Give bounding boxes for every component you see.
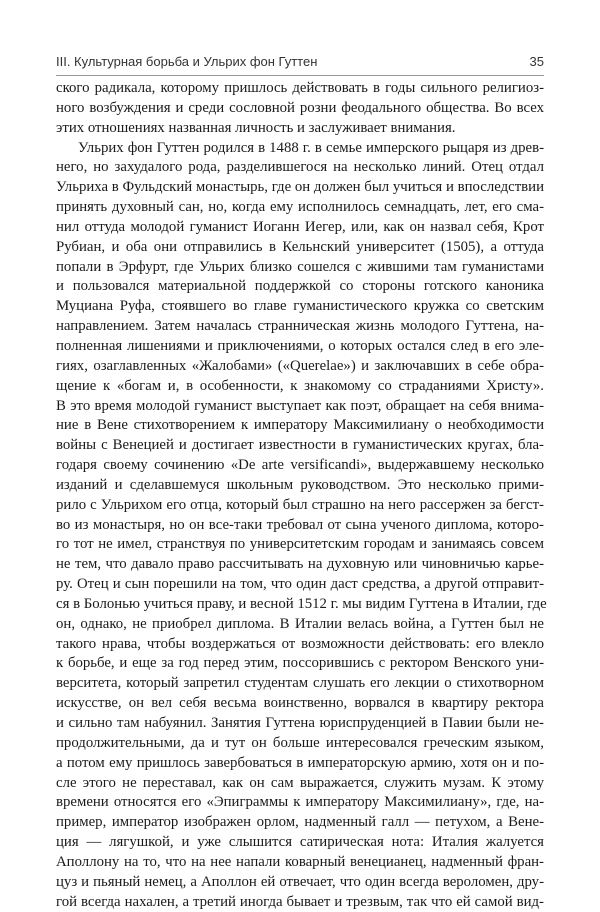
text-line: рило с Ульрихом его отца, который был страшно на него рассержен за бегст- (56, 496, 544, 513)
text-line: а потом ему пришлось завербоваться в императорскую армию, хотя он и по- (56, 754, 544, 771)
text-line: и пользовался материальной поддержкой со стороны готского каноника (56, 278, 544, 295)
text-line: направлением. Затем началась странническая жизнь молодого Гуттена, на- (56, 318, 544, 335)
text-line: В это время молодой гуманист выступает как поэт, обращает на себя внима- (56, 397, 544, 414)
text-line: искусстве, он вел себя весьма воинственно, ворвался в квартиру ректора (56, 695, 544, 712)
text-line: пример, император изображен орлом, надменный галл — петухом, а Вене- (56, 814, 544, 831)
text-line: Ульриха в Фульдский монастырь, где он должен был учиться и впоследствии (56, 179, 544, 196)
text-line: ного возбуждения и среди сословной розни феодального общества. Во всех (56, 99, 544, 116)
text-line: принять духовный сан, но, когда ему исполнилось семнадцать, лет, его сма- (56, 199, 544, 216)
paragraph (56, 139, 547, 912)
text-line: ру. Отец и сын порешили на том, что один даст средства, а другой отправит- (56, 576, 544, 593)
text-line: изданий и сделавшемуся школьным руководством. Это несколько прими- (56, 476, 544, 493)
text-line: годаря своему сочинению «De arte versificandi», выдержавшему несколько (56, 457, 544, 474)
text-line: ция — лягушкой, и уже слышится сатирическая нота: Италия жалуется (56, 834, 544, 851)
text-line: ние в Вене стихотворением к императору Максимилиану о необходимости (56, 417, 544, 434)
text-line: к борьбе, и еще за год перед этим, поссорившись с ректором Венского уни- (56, 655, 544, 672)
text-line: него, но захудалого рода, разделившегося на несколько линий. Отец отдал (56, 159, 544, 176)
text-line: гиях, озаглавленных «Жалобами» («Querelae») и заключавших в себе обра- (56, 357, 544, 374)
body-text (56, 79, 547, 912)
text-line: Рубиан, и оба они отправились в Кельнский университет (1505), а оттуда (56, 238, 544, 255)
running-header (56, 54, 544, 74)
text-line: ского радикала, которому пришлось действовать в годы сильного религиоз- (56, 80, 544, 96)
text-line: Ульрих фон Гуттен родился в 1488 г. в семье имперского рыцаря из древ- (78, 139, 544, 156)
text-line: и сильно там набуянил. Занятия Гуттена юриспруденцией в Павии были не- (56, 715, 544, 731)
text-line: войны с Венецией и достигает известности в гуманистических кругах, бла- (56, 437, 544, 454)
header-rule (56, 75, 544, 76)
text-line: Аполлону на то, что на нее напали коварный венецианец, надменный фран- (56, 853, 544, 870)
text-line: гой всегда нахален, а третий иногда бывает и трезвым, так что ей самой вид- (56, 893, 544, 910)
text-line: во из монастыря, но он все-таки требовал от сына ученого диплома, которо- (56, 516, 544, 533)
chapter-title: III. Культурная борьба и Ульрих фон Гуттен (56, 54, 318, 69)
text-line: времени относятся его «Эпиграммы к императору Максимилиану», где, на- (56, 794, 544, 811)
text-line: ся в Болонью учиться праву, и весной 1512 г. мы видим Гуттена в Италии, где (56, 595, 547, 612)
text-line: полненная лишениями и приключениями, о которых остался след в его эле- (56, 337, 544, 354)
text-line: щение к «богам и, в особенности, к знакомому со страданиями Христу». (56, 377, 544, 394)
text-line: попали в Эрфурт, где Ульрих близко сошелся с жившими там гуманистами (56, 258, 544, 275)
text-line: цуз и пьяный немец, а Аполлон ей отвечает, что один всегда вероломен, дру- (56, 873, 544, 890)
page-number: 35 (529, 54, 544, 69)
text-line: не тем, что давало право рассчитывать на духовную или чиновничью карье- (56, 556, 544, 573)
paragraph (56, 79, 544, 139)
text-line: нил оттуда молодой гуманист Иоганн Иегер, или, как он назвал себя, Крот (56, 218, 544, 235)
text-line: верситета, который запретил студентам слушать его лекции о стихотворном (56, 675, 544, 692)
text-line: такого нрава, чтобы воздержаться от возможности действовать: его влекло (56, 635, 544, 652)
text-line: Муциана Руфа, стоявшего во главе гуманистического кружка со светским (56, 298, 544, 315)
text-line: этих отношениях названная личность и заслуживает внимания. (56, 119, 456, 136)
text-line: го тот не имел, странствуя по университетским городам и занимаясь совсем (56, 536, 544, 553)
text-line: продолжительными, да и тут он больше интересовался греческим языком, (56, 734, 544, 751)
text-line: сле этого не переставал, как он сам выражается, служить музам. К этому (56, 774, 544, 791)
text-line: он, однако, не приобрел диплома. В Италии велась война, а Гуттен был не (56, 615, 544, 632)
